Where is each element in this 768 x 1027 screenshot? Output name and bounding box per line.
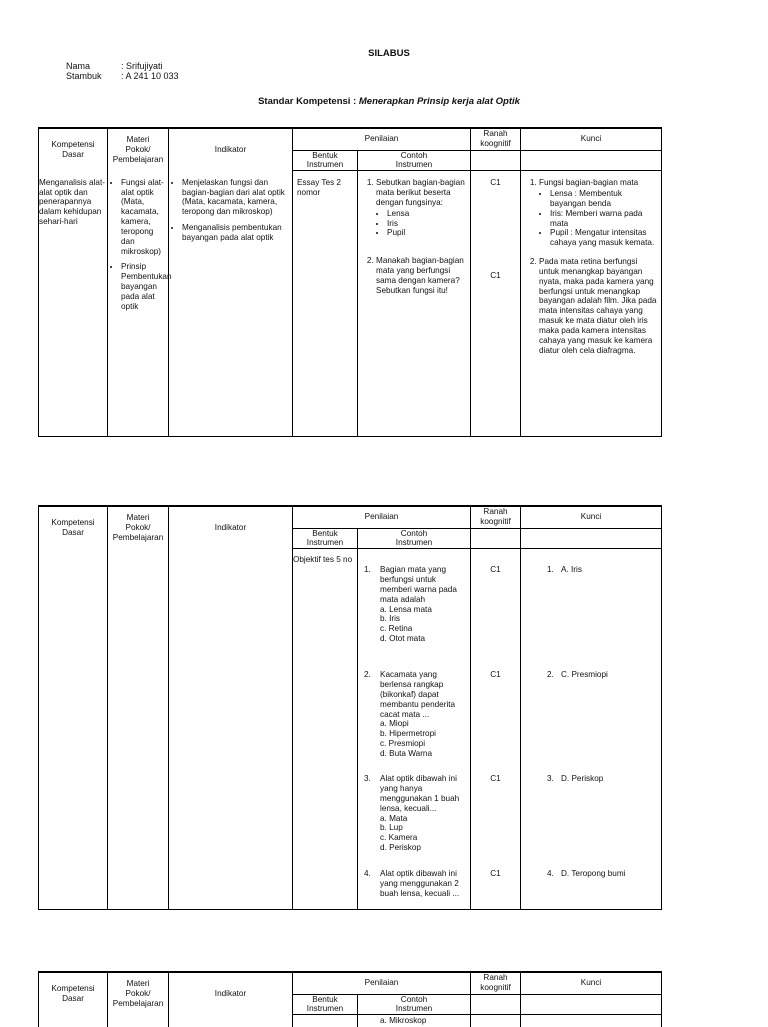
header-kompetensi: Kompetensi Dasar — [39, 506, 108, 549]
header-materi: Materi Pokok/ Pembelajaran — [108, 506, 169, 549]
materi-cell — [108, 549, 169, 910]
header-kunci-empty — [521, 150, 662, 171]
ranah-value: C1 — [490, 670, 501, 680]
name-label: Nama — [66, 61, 91, 71]
header-ranah-empty — [471, 528, 521, 549]
header-penilaian: Penilaian — [293, 506, 471, 528]
header-kunci: Kunci — [521, 128, 662, 150]
bentuk-cell: Objektif tes 5 no — [293, 549, 358, 910]
syllabus-table-2 — [38, 505, 662, 910]
materi-item: • Prinsip Pembentukan bayangan pada alat optik — [121, 262, 166, 311]
ranah-value: C1 — [490, 774, 501, 784]
header-bentuk: Bentuk Instrumen — [293, 528, 358, 549]
header-ranah: Ranah koognitif — [471, 506, 521, 528]
header-bentuk: Bentuk Instrumen — [293, 994, 358, 1015]
header-contoh: Contoh Instrumen — [358, 150, 471, 171]
standard-prefix: Standar Kompetensi : — [258, 96, 359, 107]
question-item: 1. Sebutkan bagian-bagian mata berikut beserta dengan fungsinya: • Lensa • Iris • Pupil — [376, 178, 468, 238]
option-item: • Iris — [387, 219, 468, 229]
syllabus-table-3 — [38, 971, 662, 1027]
kompetensi-cell — [39, 549, 108, 910]
header-indikator: Indikator — [169, 506, 293, 549]
header-penilaian: Penilaian — [293, 128, 471, 150]
header-ranah: Ranah koognitif — [471, 972, 521, 994]
key-item: 2. Pada mata retina berfungsi untuk menangkap bayangan nyata, maka pada kamera yang berfungsi untuk menangkap bayangan adalah film. Jika pada mata intensitas cahaya yang masuk ke mata diatur oleh iris maka pada kamera intensitas cahaya yang masuk ke kamera diatur oleh cela diafragma. — [539, 257, 659, 355]
option-item: • Pupil — [387, 228, 468, 238]
ranah-cell — [471, 171, 521, 437]
key-item: 1. A. Iris — [547, 565, 582, 575]
ranah-value: C1 — [490, 271, 501, 281]
header-contoh: Contoh Instrumen — [358, 994, 471, 1015]
contoh-cell — [358, 549, 471, 910]
question-4: 4. Alat optik dibawah ini yang menggunakan 2 buah lensa, kecuali ... — [364, 869, 460, 898]
header-materi: Materi Pokok/ Pembelajaran — [108, 972, 169, 1015]
header-contoh: Contoh Instrumen — [358, 528, 471, 549]
header-kunci-empty — [521, 528, 662, 549]
header-indikator: Indikator — [169, 972, 293, 1015]
header-penilaian: Penilaian — [293, 972, 471, 994]
indikator-item: • Menganalisis pembentukan bayangan pada alat optik — [182, 223, 290, 243]
question-3: 3. Alat optik dibawah ini yang hanya menggunakan 1 buah lensa, kecuali... a. Mata b. Lup c. Kamera d. Periskop — [364, 774, 460, 853]
key-item: 2. C. Presmiopi — [547, 670, 608, 680]
contoh-cell — [358, 171, 471, 437]
question-2: 2. Kacamata yang berlensa rangkap (bikonkaf) dapat membantu penderita cacat mata ... a. Miopi b. Hipermetropi c. Presmiopi d. Buta Warna — [364, 670, 456, 758]
header-ranah-empty — [471, 994, 521, 1015]
kompetensi-cell: Menganalisis alat-alat optik dan penerapannya dalam kehidupan sehari-hari — [39, 171, 108, 437]
materi-cell — [108, 171, 172, 437]
standard-text: Menerapkan Prinsip kerja alat Optik — [358, 96, 520, 107]
header-kompetensi: Kompetensi Dasar — [39, 972, 108, 1015]
key-sub-item: • Lensa : Membentuk bayangan benda — [550, 189, 659, 209]
header-kompetensi: Kompetensi Dasar — [39, 128, 108, 171]
student-id-row — [66, 71, 179, 82]
ranah-value: C1 — [490, 565, 501, 575]
question-item: 2. Manakah bagian-bagian mata yang berfungsi sama dengan kamera? Sebutkan fungsi itu! — [376, 256, 468, 295]
key-sub-item: • Iris: Memberi warna pada mata — [550, 209, 659, 229]
option-item: • Lensa — [387, 209, 468, 219]
competency-standard — [0, 96, 768, 107]
key-item: 3. D. Periskop — [547, 774, 604, 784]
id-value: : A 241 10 033 — [121, 71, 179, 81]
materi-item: • Fungsi alat-alat optik (Mata, kacamata, kamera, teropong dan mikroskop) — [121, 178, 166, 257]
name-value: : Srifujiyati — [121, 61, 163, 71]
id-label: Stambuk — [66, 71, 102, 81]
key-item: 4. D. Teropong bumi — [547, 869, 626, 879]
document-title: SILABUS — [368, 48, 410, 59]
key-sub-item: • Pupil : Mengatur intensitas cahaya yang masuk kemata. — [550, 228, 659, 248]
indikator-item: • Menjelaskan fungsi dan bagian-bagian dari alat optik (Mata, kacamata, kamera, teropong dan mikroskop) — [182, 178, 290, 217]
option-item: a. Mikroskop — [380, 1016, 427, 1026]
kunci-cell — [521, 549, 662, 910]
header-kunci: Kunci — [521, 972, 662, 994]
key-item: 1. Fungsi bagian-bagian mata • Lensa : Membentuk bayangan benda • Iris: Memberi warna pada mata • Pupil : Mengatur intensitas cahaya yang masuk kemata. — [539, 178, 659, 248]
indikator-cell — [169, 549, 293, 910]
header-indikator: Indikator — [169, 128, 293, 171]
contoh-cell — [358, 1015, 471, 1027]
ranah-cell — [471, 549, 521, 910]
bentuk-cell: Essay Tes 2 nomor — [293, 171, 358, 437]
syllabus-table-1 — [38, 127, 662, 437]
ranah-value: C1 — [490, 869, 501, 879]
header-ranah-empty — [471, 150, 521, 171]
kunci-cell — [521, 171, 662, 437]
header-ranah: Ranah koognitif — [471, 128, 521, 150]
question-1: 1. Bagian mata yang berfungsi untuk memberi warna pada mata adalah a. Lensa mata b. Iris c. Retina d. Otot mata — [364, 565, 457, 644]
ranah-value: C1 — [490, 178, 501, 188]
header-kunci: Kunci — [521, 506, 662, 528]
header-bentuk: Bentuk Instrumen — [293, 150, 358, 171]
header-kunci-empty — [521, 994, 662, 1015]
header-materi: Materi Pokok/ Pembelajaran — [108, 128, 169, 171]
indikator-cell — [169, 171, 293, 437]
